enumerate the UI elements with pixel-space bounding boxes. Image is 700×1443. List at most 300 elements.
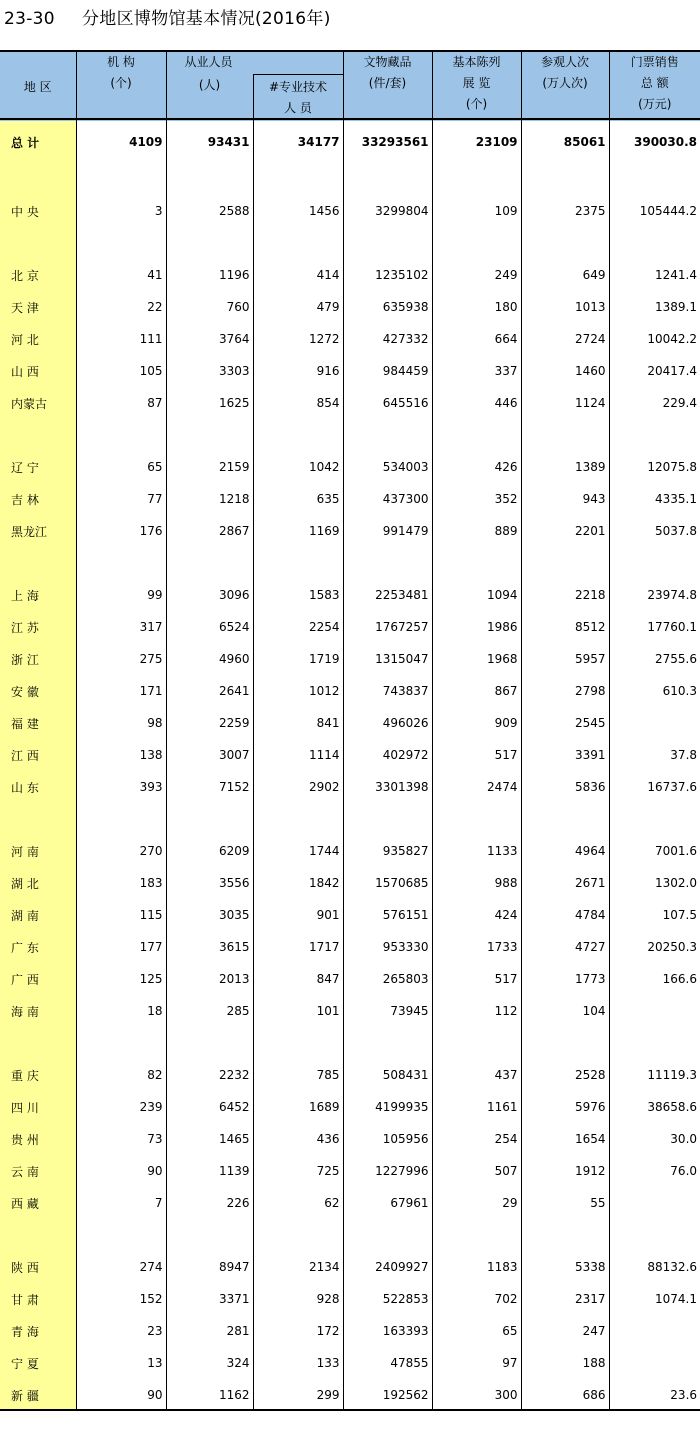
institutions-cell: 171 — [76, 675, 166, 707]
region-cell: 山 东 — [0, 771, 76, 803]
institutions-cell: 239 — [76, 1091, 166, 1123]
spacer-cell — [166, 163, 253, 195]
visitors-cell: 4964 — [521, 835, 609, 867]
table-row — [0, 195, 700, 227]
institutions-cell: 177 — [76, 931, 166, 963]
header-tech-staff: #专业技术 人 员 — [253, 75, 343, 122]
staff-cell: 1196 — [166, 259, 253, 291]
ticket-sales-cell: 166.6 — [609, 963, 700, 995]
visitors-cell: 1389 — [521, 451, 609, 483]
ticket-sales-cell — [609, 1187, 700, 1219]
region-cell: 广 东 — [0, 931, 76, 963]
visitors-cell: 2545 — [521, 707, 609, 739]
institutions-cell: 65 — [76, 451, 166, 483]
collections-cell: 47855 — [343, 1347, 432, 1379]
spacer-row — [0, 803, 700, 835]
ticket-sales-cell: 12075.8 — [609, 451, 700, 483]
spacer-cell — [253, 227, 343, 259]
exhibitions-cell: 517 — [432, 963, 521, 995]
collections-cell: 2253481 — [343, 579, 432, 611]
ticket-sales-cell: 16737.6 — [609, 771, 700, 803]
region-cell: 吉 林 — [0, 483, 76, 515]
visitors-cell: 1013 — [521, 291, 609, 323]
ticket-sales-cell: 1389.1 — [609, 291, 700, 323]
institutions-cell: 176 — [76, 515, 166, 547]
institutions-cell: 13 — [76, 1347, 166, 1379]
table-bottom-rule — [0, 1409, 700, 1411]
ticket-sales-cell: 76.0 — [609, 1155, 700, 1187]
staff-cell: 760 — [166, 291, 253, 323]
table-row — [0, 739, 700, 771]
institutions-cell: 90 — [76, 1379, 166, 1411]
table-row — [0, 995, 700, 1027]
staff-cell: 1218 — [166, 483, 253, 515]
header-region: 地 区 — [0, 50, 76, 121]
exhibitions-cell: 337 — [432, 355, 521, 387]
table-row — [0, 259, 700, 291]
institutions-cell: 138 — [76, 739, 166, 771]
spacer-cell — [432, 227, 521, 259]
spacer-row — [0, 1219, 700, 1251]
spacer-cell — [0, 803, 76, 835]
tech-staff-cell: 436 — [253, 1123, 343, 1155]
spacer-cell — [521, 1027, 609, 1059]
collections-cell: 576151 — [343, 899, 432, 931]
institutions-cell: 183 — [76, 867, 166, 899]
table-row — [0, 1091, 700, 1123]
staff-cell: 6452 — [166, 1091, 253, 1123]
staff-cell: 1625 — [166, 387, 253, 419]
institutions-cell: 125 — [76, 963, 166, 995]
staff-cell: 281 — [166, 1315, 253, 1347]
table-row — [0, 387, 700, 419]
tech-staff-cell: 1719 — [253, 643, 343, 675]
tech-staff-cell: 34177 — [253, 121, 343, 163]
region-cell: 中 央 — [0, 195, 76, 227]
staff-cell: 226 — [166, 1187, 253, 1219]
institutions-cell: 4109 — [76, 121, 166, 163]
institutions-cell: 22 — [76, 291, 166, 323]
spacer-cell — [253, 163, 343, 195]
header-staff: 从业人员 — [166, 50, 343, 75]
region-cell: 西 藏 — [0, 1187, 76, 1219]
ticket-sales-cell: 10042.2 — [609, 323, 700, 355]
visitors-cell: 247 — [521, 1315, 609, 1347]
institutions-cell: 3 — [76, 195, 166, 227]
spacer-cell — [0, 1219, 76, 1251]
institutions-cell: 115 — [76, 899, 166, 931]
exhibitions-cell: 254 — [432, 1123, 521, 1155]
tech-staff-cell: 133 — [253, 1347, 343, 1379]
spacer-cell — [166, 1027, 253, 1059]
visitors-cell: 943 — [521, 483, 609, 515]
table-row — [0, 1123, 700, 1155]
tech-staff-cell: 1042 — [253, 451, 343, 483]
collections-cell: 427332 — [343, 323, 432, 355]
visitors-cell: 2528 — [521, 1059, 609, 1091]
spacer-cell — [253, 419, 343, 451]
institutions-cell: 105 — [76, 355, 166, 387]
visitors-cell: 55 — [521, 1187, 609, 1219]
institutions-cell: 77 — [76, 483, 166, 515]
visitors-cell: 1912 — [521, 1155, 609, 1187]
spacer-cell — [609, 1219, 700, 1251]
spacer-cell — [166, 227, 253, 259]
ticket-sales-cell: 105444.2 — [609, 195, 700, 227]
spacer-cell — [76, 163, 166, 195]
spacer-cell — [76, 1027, 166, 1059]
staff-cell: 2588 — [166, 195, 253, 227]
table-body — [0, 121, 700, 1411]
header-ticket-sales: 门票销售 总 额 (万元) — [609, 50, 700, 121]
spacer-cell — [343, 419, 432, 451]
table-row — [0, 707, 700, 739]
staff-cell: 2013 — [166, 963, 253, 995]
exhibitions-cell: 180 — [432, 291, 521, 323]
spacer-cell — [76, 419, 166, 451]
ticket-sales-cell: 229.4 — [609, 387, 700, 419]
tech-staff-cell: 1717 — [253, 931, 343, 963]
spacer-cell — [76, 803, 166, 835]
staff-cell: 4960 — [166, 643, 253, 675]
region-cell: 河 北 — [0, 323, 76, 355]
spacer-row — [0, 163, 700, 195]
collections-cell: 105956 — [343, 1123, 432, 1155]
ticket-sales-cell: 30.0 — [609, 1123, 700, 1155]
spacer-cell — [521, 547, 609, 579]
ticket-sales-cell: 2755.6 — [609, 643, 700, 675]
region-cell: 新 疆 — [0, 1379, 76, 1411]
spacer-row — [0, 419, 700, 451]
region-cell: 江 西 — [0, 739, 76, 771]
tech-staff-cell: 1456 — [253, 195, 343, 227]
spacer-cell — [521, 227, 609, 259]
collections-cell: 1235102 — [343, 259, 432, 291]
exhibitions-cell: 1133 — [432, 835, 521, 867]
visitors-cell: 5976 — [521, 1091, 609, 1123]
institutions-cell: 73 — [76, 1123, 166, 1155]
region-cell: 贵 州 — [0, 1123, 76, 1155]
spacer-cell — [0, 1027, 76, 1059]
visitors-cell: 1773 — [521, 963, 609, 995]
spacer-cell — [432, 547, 521, 579]
table-row — [0, 899, 700, 931]
ticket-sales-cell: 1074.1 — [609, 1283, 700, 1315]
exhibitions-cell: 97 — [432, 1347, 521, 1379]
region-cell: 甘 肃 — [0, 1283, 76, 1315]
staff-cell: 3303 — [166, 355, 253, 387]
exhibitions-cell: 2474 — [432, 771, 521, 803]
tech-staff-cell: 2134 — [253, 1251, 343, 1283]
collections-cell: 163393 — [343, 1315, 432, 1347]
exhibitions-cell: 1094 — [432, 579, 521, 611]
collections-cell: 991479 — [343, 515, 432, 547]
museum-stats-table — [0, 50, 700, 1411]
spacer-cell — [166, 1219, 253, 1251]
institutions-cell: 90 — [76, 1155, 166, 1187]
header-exhibitions: 基本陈列 展 览 (个) — [432, 50, 521, 121]
region-cell: 宁 夏 — [0, 1347, 76, 1379]
staff-cell: 2232 — [166, 1059, 253, 1091]
exhibitions-cell: 109 — [432, 195, 521, 227]
visitors-cell: 3391 — [521, 739, 609, 771]
staff-cell: 2641 — [166, 675, 253, 707]
visitors-cell: 4784 — [521, 899, 609, 931]
header-visitors: 参观人次 (万人次) — [521, 50, 609, 121]
ticket-sales-cell — [609, 707, 700, 739]
tech-staff-cell: 479 — [253, 291, 343, 323]
exhibitions-cell: 1986 — [432, 611, 521, 643]
exhibitions-cell: 352 — [432, 483, 521, 515]
ticket-sales-cell: 88132.6 — [609, 1251, 700, 1283]
staff-cell: 285 — [166, 995, 253, 1027]
visitors-cell: 85061 — [521, 121, 609, 163]
spacer-cell — [166, 419, 253, 451]
spacer-cell — [76, 1219, 166, 1251]
table-row — [0, 611, 700, 643]
staff-cell: 3615 — [166, 931, 253, 963]
collections-cell: 1315047 — [343, 643, 432, 675]
collections-cell: 645516 — [343, 387, 432, 419]
exhibitions-cell: 909 — [432, 707, 521, 739]
ticket-sales-cell: 23974.8 — [609, 579, 700, 611]
spacer-cell — [343, 163, 432, 195]
tech-staff-cell: 725 — [253, 1155, 343, 1187]
exhibitions-cell: 424 — [432, 899, 521, 931]
spacer-cell — [521, 1219, 609, 1251]
spacer-cell — [166, 803, 253, 835]
page-title — [4, 6, 331, 32]
spacer-cell — [609, 1027, 700, 1059]
tech-staff-cell: 916 — [253, 355, 343, 387]
table-header — [0, 50, 700, 121]
tech-staff-cell: 2254 — [253, 611, 343, 643]
collections-cell: 935827 — [343, 835, 432, 867]
staff-cell: 324 — [166, 1347, 253, 1379]
exhibitions-cell: 1733 — [432, 931, 521, 963]
spacer-cell — [343, 1219, 432, 1251]
visitors-cell: 2798 — [521, 675, 609, 707]
visitors-cell: 2201 — [521, 515, 609, 547]
table-row — [0, 1379, 700, 1411]
table-row — [0, 1347, 700, 1379]
table-row — [0, 867, 700, 899]
region-cell: 内蒙古 — [0, 387, 76, 419]
staff-cell: 6524 — [166, 611, 253, 643]
visitors-cell: 2375 — [521, 195, 609, 227]
tech-staff-cell: 1114 — [253, 739, 343, 771]
exhibitions-cell: 702 — [432, 1283, 521, 1315]
ticket-sales-cell: 5037.8 — [609, 515, 700, 547]
spacer-cell — [253, 803, 343, 835]
institutions-cell: 82 — [76, 1059, 166, 1091]
spacer-cell — [343, 1027, 432, 1059]
visitors-cell: 1124 — [521, 387, 609, 419]
tech-staff-cell: 1744 — [253, 835, 343, 867]
total-row — [0, 121, 700, 163]
region-cell: 江 苏 — [0, 611, 76, 643]
table-row — [0, 675, 700, 707]
tech-staff-cell: 785 — [253, 1059, 343, 1091]
table-row — [0, 963, 700, 995]
spacer-cell — [521, 163, 609, 195]
table-row — [0, 355, 700, 387]
table-row — [0, 579, 700, 611]
spacer-cell — [521, 803, 609, 835]
collections-cell: 1227996 — [343, 1155, 432, 1187]
region-cell: 浙 江 — [0, 643, 76, 675]
institutions-cell: 7 — [76, 1187, 166, 1219]
table-row — [0, 1187, 700, 1219]
staff-cell: 8947 — [166, 1251, 253, 1283]
collections-cell: 67961 — [343, 1187, 432, 1219]
region-cell: 总 计 — [0, 121, 76, 163]
institutions-cell: 275 — [76, 643, 166, 675]
ticket-sales-cell — [609, 1315, 700, 1347]
ticket-sales-cell: 610.3 — [609, 675, 700, 707]
ticket-sales-cell: 17760.1 — [609, 611, 700, 643]
collections-cell: 984459 — [343, 355, 432, 387]
exhibitions-cell: 65 — [432, 1315, 521, 1347]
collections-cell: 508431 — [343, 1059, 432, 1091]
spacer-cell — [0, 227, 76, 259]
exhibitions-cell: 507 — [432, 1155, 521, 1187]
institutions-cell: 87 — [76, 387, 166, 419]
exhibitions-cell: 1968 — [432, 643, 521, 675]
tech-staff-cell: 901 — [253, 899, 343, 931]
header-staff-unit: (人) — [166, 75, 253, 122]
table-row — [0, 1251, 700, 1283]
spacer-cell — [521, 419, 609, 451]
spacer-row — [0, 547, 700, 579]
visitors-cell: 686 — [521, 1379, 609, 1411]
tech-staff-cell: 414 — [253, 259, 343, 291]
visitors-cell: 649 — [521, 259, 609, 291]
region-cell: 湖 北 — [0, 867, 76, 899]
tech-staff-cell: 1842 — [253, 867, 343, 899]
ticket-sales-cell: 37.8 — [609, 739, 700, 771]
spacer-cell — [609, 803, 700, 835]
visitors-cell: 2317 — [521, 1283, 609, 1315]
tech-staff-cell: 841 — [253, 707, 343, 739]
region-cell: 海 南 — [0, 995, 76, 1027]
region-cell: 湖 南 — [0, 899, 76, 931]
exhibitions-cell: 437 — [432, 1059, 521, 1091]
region-cell: 青 海 — [0, 1315, 76, 1347]
region-cell: 陕 西 — [0, 1251, 76, 1283]
institutions-cell: 18 — [76, 995, 166, 1027]
museum-stats-table-container — [0, 50, 700, 1411]
spacer-cell — [343, 803, 432, 835]
visitors-cell: 1654 — [521, 1123, 609, 1155]
table-row — [0, 1283, 700, 1315]
ticket-sales-cell: 7001.6 — [609, 835, 700, 867]
table-row — [0, 483, 700, 515]
staff-cell: 2867 — [166, 515, 253, 547]
spacer-cell — [253, 1027, 343, 1059]
table-row — [0, 1155, 700, 1187]
spacer-cell — [609, 547, 700, 579]
collections-cell: 192562 — [343, 1379, 432, 1411]
table-row — [0, 931, 700, 963]
collections-cell: 1570685 — [343, 867, 432, 899]
collections-cell: 635938 — [343, 291, 432, 323]
exhibitions-cell: 426 — [432, 451, 521, 483]
ticket-sales-cell: 23.6 — [609, 1379, 700, 1411]
collections-cell: 437300 — [343, 483, 432, 515]
table-top-rule — [0, 50, 700, 52]
spacer-cell — [0, 547, 76, 579]
tech-staff-cell: 1012 — [253, 675, 343, 707]
exhibitions-cell: 889 — [432, 515, 521, 547]
collections-cell: 402972 — [343, 739, 432, 771]
staff-cell: 3007 — [166, 739, 253, 771]
visitors-cell: 188 — [521, 1347, 609, 1379]
ticket-sales-cell: 38658.6 — [609, 1091, 700, 1123]
collections-cell: 73945 — [343, 995, 432, 1027]
collections-cell: 4199935 — [343, 1091, 432, 1123]
ticket-sales-cell: 11119.3 — [609, 1059, 700, 1091]
table-row — [0, 771, 700, 803]
ticket-sales-cell: 1302.0 — [609, 867, 700, 899]
exhibitions-cell: 988 — [432, 867, 521, 899]
visitors-cell: 1460 — [521, 355, 609, 387]
tech-staff-cell: 847 — [253, 963, 343, 995]
ticket-sales-cell: 4335.1 — [609, 483, 700, 515]
region-cell: 云 南 — [0, 1155, 76, 1187]
spacer-row — [0, 227, 700, 259]
region-cell: 福 建 — [0, 707, 76, 739]
staff-cell: 3035 — [166, 899, 253, 931]
collections-cell: 743837 — [343, 675, 432, 707]
spacer-cell — [253, 1219, 343, 1251]
visitors-cell: 8512 — [521, 611, 609, 643]
staff-cell: 6209 — [166, 835, 253, 867]
collections-cell: 3301398 — [343, 771, 432, 803]
region-cell: 山 西 — [0, 355, 76, 387]
visitors-cell: 5338 — [521, 1251, 609, 1283]
table-row — [0, 323, 700, 355]
region-cell: 河 南 — [0, 835, 76, 867]
header-collections: 文物藏品 (件/套) — [343, 50, 432, 121]
visitors-cell: 2218 — [521, 579, 609, 611]
spacer-cell — [343, 227, 432, 259]
region-cell: 辽 宁 — [0, 451, 76, 483]
tech-staff-cell: 635 — [253, 483, 343, 515]
region-cell: 黑龙江 — [0, 515, 76, 547]
header-institutions: 机 构 (个) — [76, 50, 166, 121]
tech-staff-cell: 172 — [253, 1315, 343, 1347]
exhibitions-cell: 249 — [432, 259, 521, 291]
spacer-cell — [609, 419, 700, 451]
institutions-cell: 23 — [76, 1315, 166, 1347]
staff-cell: 1139 — [166, 1155, 253, 1187]
staff-cell: 7152 — [166, 771, 253, 803]
table-row — [0, 1315, 700, 1347]
tech-staff-cell: 928 — [253, 1283, 343, 1315]
spacer-cell — [343, 547, 432, 579]
tech-staff-cell: 1272 — [253, 323, 343, 355]
table-row — [0, 835, 700, 867]
region-cell: 天 津 — [0, 291, 76, 323]
institutions-cell: 99 — [76, 579, 166, 611]
table-row — [0, 643, 700, 675]
tech-staff-cell: 101 — [253, 995, 343, 1027]
table-row — [0, 515, 700, 547]
collections-cell: 522853 — [343, 1283, 432, 1315]
institutions-cell: 41 — [76, 259, 166, 291]
spacer-cell — [432, 419, 521, 451]
